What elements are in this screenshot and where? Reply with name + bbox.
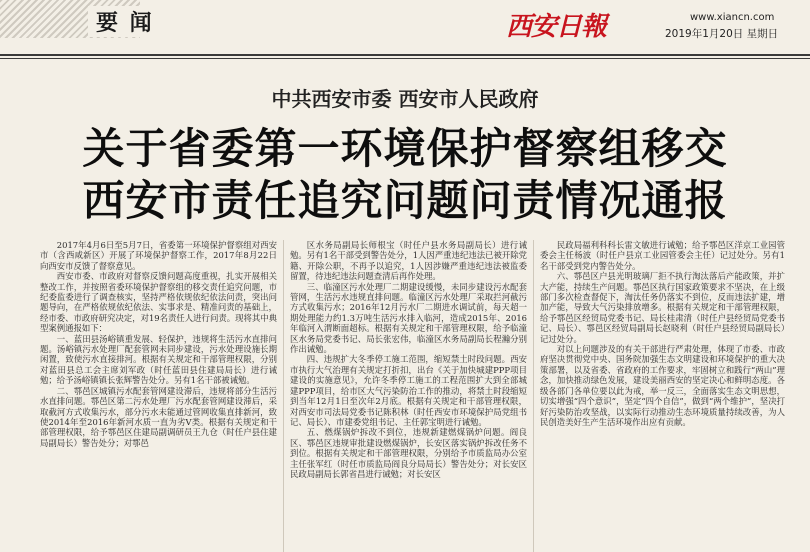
paragraph: 区水务局副局长师根宝（时任户县水务局副局长）进行诫勉。另有1名干部受到警告处分，1人因严重违纪违法已被开除党籍、开除公职，不再予以追究，1人因涉嫌严重违纪违法被监委留置，待违纪违法问题查清后再作处理。: [290, 240, 527, 282]
header-rule: [0, 54, 810, 56]
website-url: www.xiancn.com: [690, 12, 775, 23]
paragraph: 三、临潼区污水处理厂二期建设缓慢，未同步建设污水配套管网，生活污水违规直排问题。临潼区污水处理厂采取拦河截污方式收集污水；2016年12月污水厂二期进水调试前，每天超一期处理能力约1.3万吨生活污水排入临河，造成2015年、2016年临河入渭断面超标。根据有关规定和干部管理权限，给予临潼区水务局党委书记、局长张宏伟，临潼区水务局副局长程瀚分别作出诫勉。: [290, 281, 527, 355]
section-title: 要 闻: [88, 6, 162, 37]
paragraph: 2017年4月6日至5月7日，省委第一环境保护督察组对西安市（含西咸新区）开展了环境保护督察工作，2017年8月22日向西安市反馈了督察意见。: [40, 240, 277, 271]
paragraph: 一、蓝田县汤峪镇重发展、轻保护，违规将生活污水直排问题。汤峪镇污水处理厂配套管网未同步建设，污水处理设施长期闲置，致使污水直接排河。根据有关规定和干部管理权限，分别对蓝田县总工会主席刘军政（时任蓝田县住建局局长）进行诫勉；给予汤峪镇镇长张辉警告处分。另有1名干部被诫勉。: [40, 333, 277, 386]
paragraph: 对以上问题涉及的有关干部进行严肃处理，体现了市委、市政府坚决贯彻党中央、国务院加强生态文明建设和环境保护的重大决策部署，以及省委、省政府的工作要求，牢固树立和践行“两山”理念，加快推动绿色发展，建设美丽西安的坚定决心和鲜明态度。各级各部门各单位要以此为戒，举一反三，全面落实生态文明思想，切实增强“四个意识”，坚定“四个自信”，做到“两个维护”，坚决打好污染防治攻坚战，以实际行动推动生态环境质量持续改善，为人民创造美好生产生活环境作出应有贡献。: [540, 344, 785, 427]
paragraph: 二、鄠邑区城镇污水配套管网建设滞后，违规将部分生活污水直排问题。鄠邑区第二污水处理厂污水配套管网建设滞后，采取截河方式收集污水，部分污水未能通过管网收集直排新河，致使2014年至2016年新河水质一直为劣V类。根据有关规定和干部管理权限，给予鄠邑区住建局副调研员王九仓（时任户县住建局副局长）警告处分；对鄠邑: [40, 385, 277, 448]
paragraph: 民政局福利科科长雷文敏进行诫勉；给予鄠邑区洋京工业园管委会主任杨波（时任户县京工业园管委会主任）记过处分。另有1名干部受到党内警告处分。: [540, 240, 785, 271]
paragraph: 六、鄠邑区户县光明玻璃厂拒不执行淘汰落后产能政策，并扩大产能，持续生产问题。鄠邑区执行国家政策要求不坚决，在上级部门多次检查督促下，淘汰任务仍落实不到位，反而违法扩建，增加产能，导致大气污染排放增多。根据有关规定和干部管理权限，给予鄠邑区经贸局党委书记、局长桂肃清（时任户县经贸局党委书记、局长）、鄠邑区经贸局副局长赵晓利（时任户县经贸局副局长）记过处分。: [540, 271, 785, 344]
article-issuer: 中共西安市委 西安市人民政府: [271, 87, 539, 111]
article-column-3: [540, 240, 785, 552]
article-column-1: [40, 240, 277, 552]
page-header: [0, 0, 810, 55]
paragraph: 四、违规扩大冬季停工施工范围，缩短禁土时段问题。西安市执行大气治理有关规定打折扣，出台《关于加快城建PPP项目建设的实施意见》，允许冬季停工施工的工程范围扩大到全部城建PPP项目，给市区大气污染防治工作的推动，将禁土时段缩短到当年12月1日至次年2月底。根据有关规定和干部管理权限，对西安市司法局党委书记陈积林（时任西安市环境保护局党组书记、局长）、市建委党组书记、主任郭宝明进行诫勉。: [290, 354, 527, 427]
headline-line-1: 关于省委第一环境保护督察组移交: [82, 124, 728, 173]
header-rule-thin: [0, 58, 810, 59]
issue-date: 2019年1月20日 星期日: [665, 28, 779, 40]
paragraph: 西安市委、市政府对督察反馈问题高度重视，扎实开展相关整改工作，并按照省委环境保护督察组的移交责任追究问题，市纪委监委进行了调查核实，坚持严格依规依纪依法问责，突出问题导向，在严格依规依纪依法、实事求是、精准问责的基础上，经市委、市政府研究决定，对19名责任人进行问责。现将其中典型案例通报如下：: [40, 271, 277, 334]
column-divider: [533, 240, 534, 552]
column-divider: [283, 240, 284, 552]
newspaper-masthead: 西安日報: [506, 12, 607, 42]
headline-line-2: 西安市责任追究问题问责情况通报: [82, 176, 728, 225]
article-column-2: [290, 240, 527, 552]
paragraph: 五、燃煤锅炉拆改不到位，违规新建燃煤锅炉问题。阎良区、鄠邑区违规审批建设燃煤锅炉，长安区落实锅炉拆改任务不到位。根据有关规定和干部管理权限，分别给予市质监局办公室主任张军红（时任市质监局阎良分局局长）警告处分；对长安区民政局副局长郭省昌进行诫勉；对长安区: [290, 427, 527, 479]
